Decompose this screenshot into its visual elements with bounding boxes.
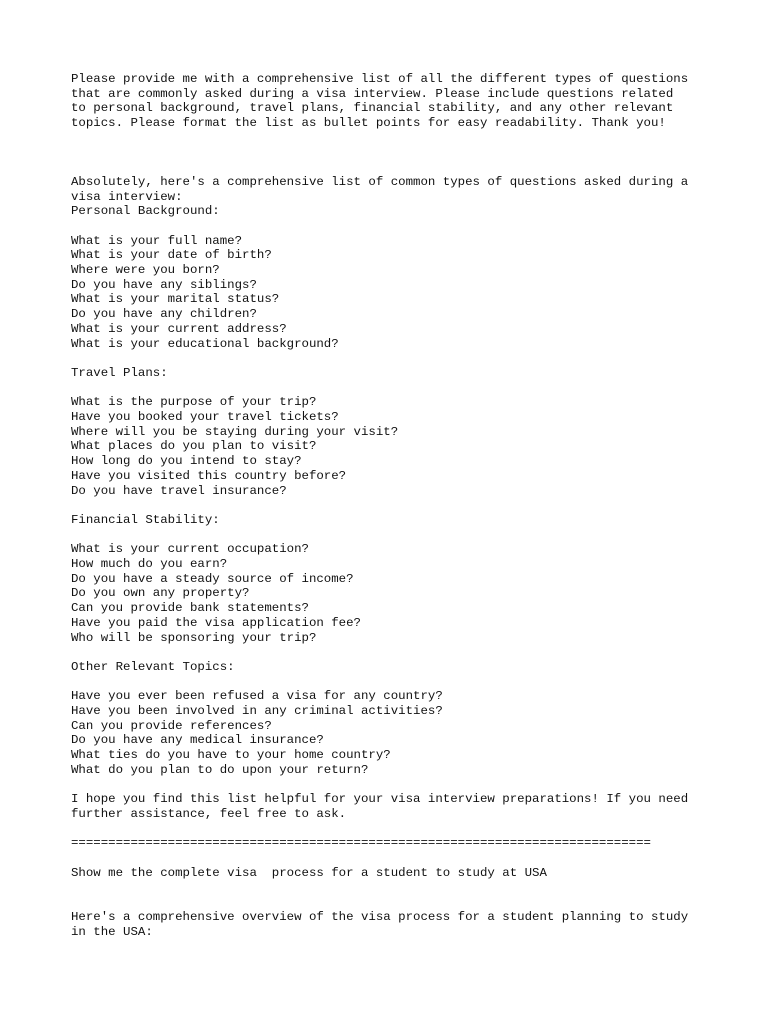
text-line: Please provide me with a comprehensive list of all the different types of questions bbox=[71, 72, 689, 86]
text-line: What is your current occupation? bbox=[71, 542, 309, 557]
text-line: Other Relevant Topics: bbox=[71, 659, 235, 674]
text-line: What is the purpose of your trip? bbox=[71, 395, 317, 410]
text-line: I hope you find this list helpful for your visa interview preparations! If you need bbox=[71, 792, 689, 807]
text-line: Do you have travel insurance? bbox=[71, 483, 287, 498]
text-line: further assistance, feel free to ask. bbox=[71, 806, 347, 821]
text-line: What do you plan to do upon your return? bbox=[71, 762, 369, 777]
blank-line bbox=[71, 851, 741, 866]
text-line: What is your educational background? bbox=[71, 336, 339, 351]
blank-line bbox=[71, 778, 741, 793]
text-line: What is your marital status? bbox=[71, 292, 280, 307]
text-line: What is your full name? bbox=[71, 233, 243, 248]
text-line: What is your date of birth? bbox=[71, 248, 272, 263]
text-line: Have you visited this country before? bbox=[71, 468, 347, 483]
text-line: What places do you plan to visit? bbox=[71, 439, 317, 454]
text-line: What is your current address? bbox=[71, 321, 287, 336]
text-line: Travel Plans: bbox=[71, 365, 168, 380]
text-line: Personal Background: bbox=[71, 204, 220, 219]
text-line: Do you have a steady source of income? bbox=[71, 571, 354, 586]
text-line: Financial Stability: bbox=[71, 512, 220, 527]
text-line: Who will be sponsoring your trip? bbox=[71, 630, 317, 645]
text-line: to personal background, travel plans, financial stability, and any other relevant bbox=[71, 101, 674, 116]
blank-line bbox=[71, 675, 741, 690]
text-line: Do you have any siblings? bbox=[71, 277, 257, 292]
blank-line bbox=[71, 528, 741, 543]
blank-line bbox=[71, 498, 741, 513]
text-line: that are commonly asked during a visa interview. Please include questions related bbox=[71, 86, 674, 101]
text-line: How much do you earn? bbox=[71, 557, 228, 572]
blank-line bbox=[71, 822, 741, 837]
blank-line bbox=[71, 160, 741, 175]
text-line: Absolutely, here's a comprehensive list of common types of questions asked during a bbox=[71, 174, 689, 189]
text-line: Can you provide bank statements? bbox=[71, 601, 309, 616]
text-line: What ties do you have to your home country? bbox=[71, 748, 391, 763]
blank-line bbox=[71, 146, 741, 161]
blank-line bbox=[71, 131, 741, 146]
text-line: topics. Please format the list as bullet points for easy readability. Thank you! bbox=[71, 116, 666, 131]
text-line: ============================================================================== bbox=[71, 836, 651, 851]
text-line: Can you provide references? bbox=[71, 718, 272, 733]
text-line: Have you ever been refused a visa for any country? bbox=[71, 689, 443, 704]
blank-line bbox=[71, 880, 741, 895]
text-line: How long do you intend to stay? bbox=[71, 454, 302, 469]
text-line: Do you own any property? bbox=[71, 586, 250, 601]
text-line: Do you have any medical insurance? bbox=[71, 733, 324, 748]
blank-line bbox=[71, 645, 741, 660]
blank-line bbox=[71, 351, 741, 366]
blank-line bbox=[71, 895, 741, 910]
text-line: Show me the complete visa process for a student to study at USA bbox=[71, 865, 547, 880]
text-line: Have you booked your travel tickets? bbox=[71, 410, 339, 425]
document-page bbox=[71, 72, 741, 939]
text-line: visa interview: bbox=[71, 189, 183, 204]
blank-line bbox=[71, 219, 741, 234]
text-line: Have you been involved in any criminal activities? bbox=[71, 704, 443, 719]
text-line: Do you have any children? bbox=[71, 307, 257, 322]
text-line: Here's a comprehensive overview of the visa process for a student planning to study bbox=[71, 909, 689, 924]
text-line: in the USA: bbox=[71, 924, 153, 939]
text-line: Have you paid the visa application fee? bbox=[71, 615, 361, 630]
blank-line bbox=[71, 381, 741, 396]
text-line: Where will you be staying during your visit? bbox=[71, 424, 399, 439]
text-line: Where were you born? bbox=[71, 263, 220, 278]
